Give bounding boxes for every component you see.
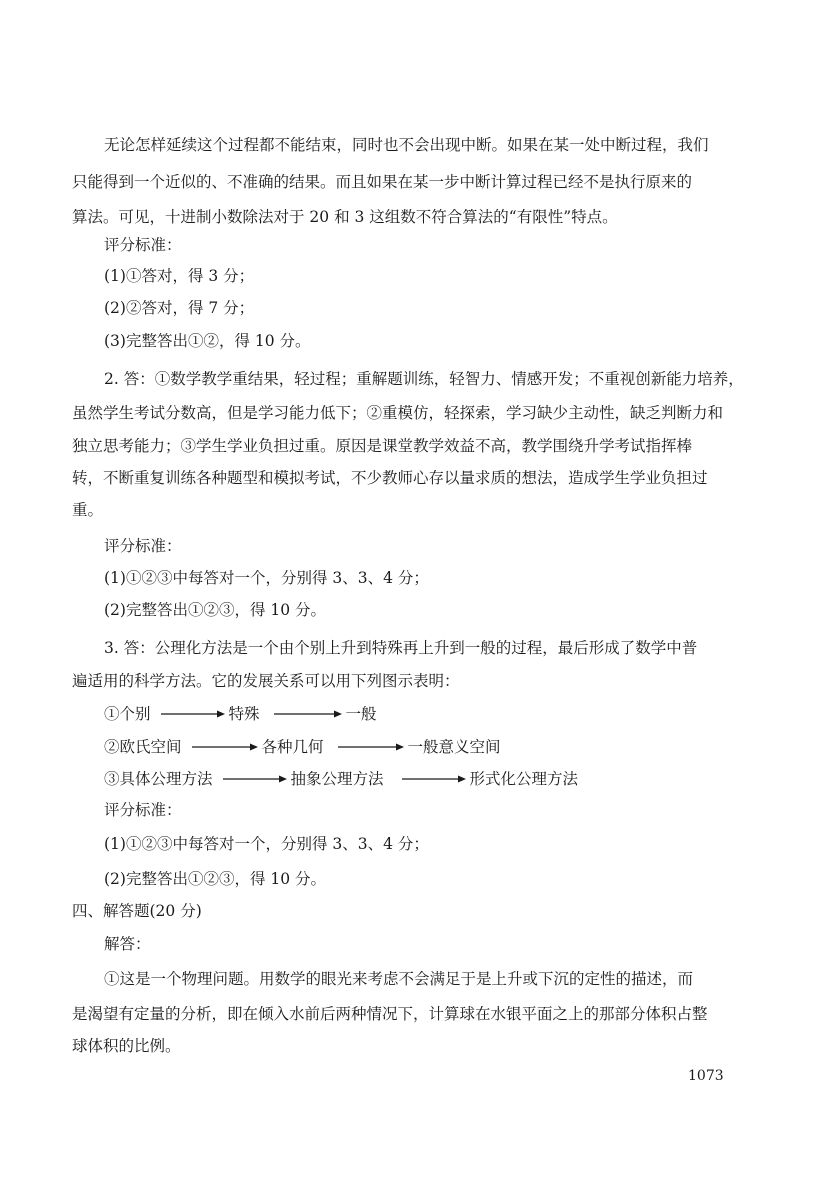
- scoring-1-item-2: (2)②答对，得 7 分；: [104, 299, 255, 317]
- flow-1-step-3: 一般: [345, 705, 377, 723]
- answer-label: 解答：: [104, 935, 151, 953]
- scoring-1-item-3: (3)完整答出①②，得 10 分。: [104, 332, 311, 350]
- arrow-right-icon: [338, 742, 404, 752]
- flow-3-step-1: ③具体公理方法: [104, 770, 213, 788]
- paragraph-1-line-2: 只能得到一个近似的、不准确的结果。而且如果在某一步中断计算过程已经不是执行原来的: [72, 173, 693, 191]
- flow-1-step-1: ①个别: [104, 705, 151, 723]
- arrow-right-icon: [192, 742, 258, 752]
- scoring-label-3: 评分标准：: [104, 801, 182, 819]
- paragraph-2-line-5: 重。: [72, 501, 104, 519]
- paragraph-1-line-3: 算法。可见，十进制小数除法对于 20 和 3 这组数不符合算法的“有限性”特点。: [72, 208, 618, 226]
- section-4-title: 四、解答题(20 分): [72, 902, 202, 920]
- flow-2-step-2: 各种几何: [261, 738, 324, 756]
- paragraph-2-line-1: 2. 答：①数学教学重结果，轻过程；重解题训练，轻智力、情感开发；不重视创新能力培养，: [104, 370, 744, 388]
- flow-3-step-3: 形式化公理方法: [469, 770, 579, 788]
- paragraph-3-line-1: 3. 答：公理化方法是一个由个别上升到特殊再上升到一般的过程，最后形成了数学中普: [104, 639, 698, 657]
- scoring-label-2: 评分标准：: [104, 537, 182, 555]
- paragraph-3-line-2: 遍适用的科学方法。它的发展关系可以用下列图示表明：: [72, 672, 460, 690]
- flow-row-1: [104, 704, 377, 724]
- scoring-1-item-1: (1)①答对，得 3 分；: [104, 267, 255, 285]
- flow-row-3: [104, 769, 578, 789]
- scoring-2-item-1: (1)①②③中每答对一个，分别得 3、3、4 分；: [104, 569, 429, 587]
- scoring-3-item-2: (2)完整答出①②③，得 10 分。: [104, 870, 327, 888]
- flow-row-2: [104, 737, 501, 757]
- flow-2-step-3: 一般意义空间: [407, 738, 501, 756]
- scoring-2-item-2: (2)完整答出①②③，得 10 分。: [104, 601, 327, 619]
- paragraph-2-line-2: 虽然学生考试分数高，但是学习能力低下；②重模仿，轻探索，学习缺少主动性，缺乏判断力和: [72, 404, 724, 422]
- flow-2-step-1: ②欧氏空间: [104, 738, 182, 756]
- arrow-right-icon: [223, 774, 287, 784]
- flow-3-step-2: 抽象公理方法: [290, 770, 384, 788]
- page-number: 1073: [688, 1068, 724, 1084]
- scoring-label-1: 评分标准：: [104, 236, 182, 254]
- flow-1-step-2: 特殊: [228, 705, 260, 723]
- paragraph-2-line-4: 转，不断重复训练各种题型和模拟考试，不少教师心存以量求质的想法，造成学生学业负担过: [72, 469, 708, 487]
- paragraph-4-line-1: ①这是一个物理问题。用数学的眼光来考虑不会满足于是上升或下沉的定性的描述，而: [104, 970, 694, 988]
- paragraph-1-line-1: 无论怎样延续这个过程都不能结束，同时也不会出现中断。如果在某一处中断过程，我们: [104, 136, 709, 154]
- paragraph-4-line-3: 球体积的比例。: [72, 1037, 181, 1055]
- paragraph-2-line-3: 独立思考能力；③学生学业负担过重。原因是课堂教学效益不高，教学围绕升学考试指挥棒: [72, 437, 693, 455]
- scoring-3-item-1: (1)①②③中每答对一个，分别得 3、3、4 分；: [104, 835, 429, 853]
- arrow-right-icon: [161, 709, 225, 719]
- paragraph-4-line-2: 是渴望有定量的分析，即在倾入水前后两种情况下，计算球在水银平面之上的那部分体积占整: [72, 1005, 708, 1023]
- arrow-right-icon: [402, 774, 466, 784]
- arrow-right-icon: [274, 709, 342, 719]
